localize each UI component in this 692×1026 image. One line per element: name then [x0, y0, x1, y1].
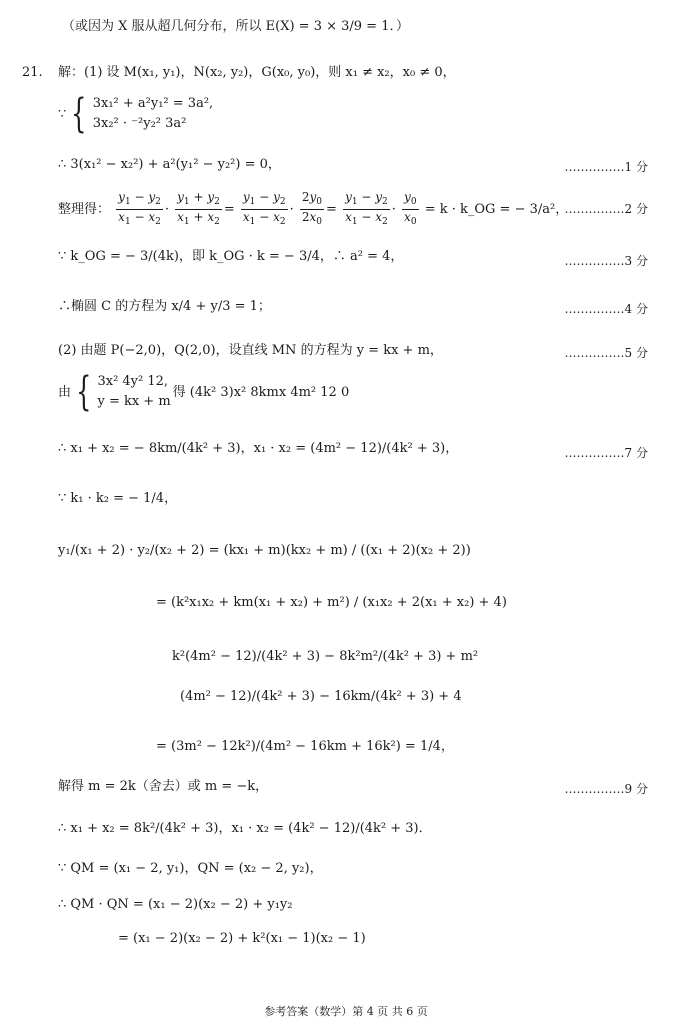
derivation-step-1: y₁/(x₁ + 2) · y₂/(x₂ + 2) = (kx₁ + m)(kx₂ + m) / ((x₁ + 2)(x₂ + 2))	[58, 543, 471, 558]
derivation-step-2: = (k²x₁x₂ + km(x₁ + x₂) + m²) / (x₁x₂ + 2(x₁ + x₂) + 4)	[156, 595, 507, 610]
score-marker-1: ……………1 分	[564, 160, 648, 174]
system2-row-a: 3x² 4y² 12,	[97, 374, 169, 389]
frac-slope-a: $\frac{y_1 - y_2}{x_1 - x_2}$	[118, 190, 161, 227]
score-marker-9: ……………9 分	[564, 782, 648, 796]
vieta-formulas: ∴ x₁ + x₂ = − 8km/(4k² + 3)，x₁ · x₂ = (4m² − 12)/(4k² + 3)，	[58, 441, 459, 456]
score-marker-4: ……………4 分	[564, 302, 648, 316]
simplify-label: 整理得：	[58, 202, 111, 217]
frac-slope-c: $\frac{y_1 - y_2}{x_1 - x_2}$	[345, 190, 388, 227]
system2-row-b: y = kx + m	[97, 394, 171, 409]
derivation-step-3-num: k²(4m² − 12)/(4k² + 3) − 8k²m²/(4k² + 3) + m²	[172, 649, 479, 664]
left-brace-icon: {	[71, 91, 87, 137]
system1-row-b: 3x₂² · ⁻²y₂² 3a²	[92, 116, 187, 131]
system1-row-a: 3x₁² + a²y₁² = 3a²,	[92, 96, 214, 111]
vieta-substituted: ∴ x₁ + x₂ = 8k²/(4k² + 3)，x₁ · x₂ = (4k² − 12)/(4k² + 3)．	[58, 821, 432, 836]
dot-product-expanded: = (x₁ − 2)(x₂ − 2) + k²(x₁ − 1)(x₂ − 1)	[118, 931, 366, 946]
frac-slope-b: $\frac{y_1 - y_2}{x_1 - x_2}$	[242, 190, 286, 227]
ellipse-equation: ∴椭圆 C 的方程为 x/4 + y/3 = 1；	[58, 299, 271, 314]
score-marker-7: ……………7 分	[564, 446, 648, 460]
score-marker-3: ……………3 分	[564, 254, 648, 268]
simplify-line: 整理得： $\frac{y_1 - y_2}{x_1 - x_2}$ · $\frac{y_1 + y_2}{x_1 + x_2}$ = $\frac{y_1 - y_2}{x_1 - x_2}$ · $\frac{2y_0}{2x_0}$ = $\frac{y_1 - y_2}{x_1 - x_2}$ · $\frac{y_0}{x_0}$ = k · k_OG = − 3/a²，	[58, 190, 569, 227]
simplify-result: = k · k_OG = − 3/a²，	[424, 202, 569, 217]
dot-product: ∴ QM · QN = (x₁ − 2)(x₂ − 2) + y₁y₂	[58, 897, 293, 912]
page-footer: 参考答案（数学）第 4 页 共 6 页	[264, 1005, 428, 1018]
left-brace-icon: {	[76, 369, 92, 415]
part2-setup: (2) 由题 P(−2,0)，Q(2,0)，设直线 MN 的方程为 y = kx + m，	[58, 343, 443, 358]
solve-m: 解得 m = 2k（舍去）或 m = −k，	[58, 779, 269, 794]
derivation-step-3-den: (4m² − 12)/(4k² + 3) − 16km/(4k² + 3) + 4	[180, 689, 462, 704]
vectors-definition: ∵ QM = (x₁ − 2, y₁)，QN = (x₂ − 2, y₂)，	[58, 861, 323, 876]
slope-product: ∵ k₁ · k₂ = − 1/4，	[58, 491, 178, 506]
text-line-supplement	[62, 20, 409, 33]
slope-relation: ∵ k_OG = − 3/(4k)，即 k_OG · k = − 3/4，∴ a² = 4，	[58, 249, 404, 264]
score-marker-5: ……………5 分	[564, 346, 648, 360]
equation-system-2	[58, 369, 350, 415]
solution-intro: 解：(1) 设 M(x₁, y₁)，N(x₂, y₂)，G(x₀, y₀)，则 x₁ ≠ x₂，x₀ ≠ 0，	[58, 65, 456, 80]
difference-equation: ∴ 3(x₁² − x₂²) + a²(y₁² − y₂²) = 0，	[58, 157, 281, 172]
equation-system-1: ∵ { 3x₁² + a²y₁² = 3a², 3x₂² · ⁻²y₂² 3a²	[58, 91, 214, 137]
frac-mid-a: $\frac{y_1 + y_2}{x_1 + x_2}$	[177, 190, 220, 227]
frac-mid-b: $\frac{2y_0}{2x_0}$	[301, 190, 323, 227]
score-marker-2: ……………2 分	[564, 202, 648, 216]
supplement-text: （或因为 X 服从超几何分布，所以 E(X) = 3 × 3/9 = 1．）	[62, 19, 409, 34]
frac-mid-c: $\frac{y_0}{x_0}$	[404, 190, 417, 227]
derivation-step-4: = (3m² − 12k²)/(4m² − 16km + 16k²) = 1/4，	[156, 739, 454, 754]
system2-result: 得 (4k² 3)x² 8kmx 4m² 12 0	[172, 384, 350, 400]
question-number: 21.	[22, 65, 43, 80]
system2-prefix: 由	[58, 384, 72, 400]
